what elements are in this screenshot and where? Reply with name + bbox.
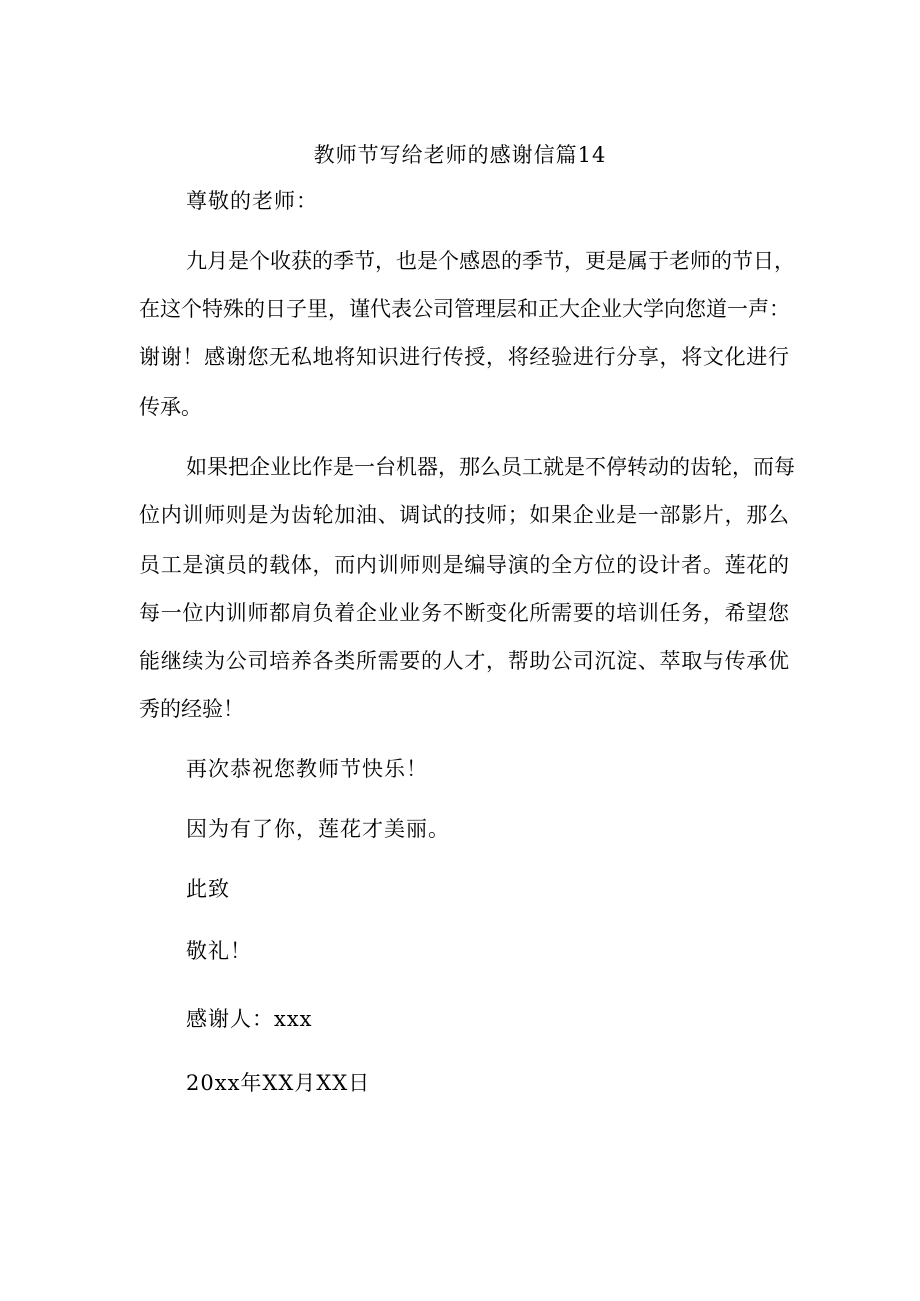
closing-line-2: 敬礼！	[186, 939, 252, 963]
letter-title: 教师节写给老师的感谢信篇14	[313, 143, 607, 167]
paragraph-2-line: 能继续为公司培养各类所需要的人才，帮助公司沉淀、萃取与传承优	[139, 649, 789, 673]
paragraph-1-line: 传承。	[139, 395, 202, 419]
paragraph-1-line: 九月是个收获的季节，也是个感恩的季节，更是属于老师的节日，	[186, 249, 795, 273]
wish-line: 再次恭祝您教师节快乐！	[186, 757, 428, 781]
paragraph-2-line: 如果把企业比作是一台机器，那么员工就是不停转动的齿轮，而每	[186, 455, 795, 479]
closing-line-1: 此致	[186, 877, 230, 901]
paragraph-2-line: 员工是演员的载体，而内训师则是编导演的全方位的设计者。莲花的	[139, 553, 789, 577]
signature-line: 感谢人：xxx	[186, 1007, 313, 1031]
slogan-line: 因为有了你，莲花才美丽。	[186, 817, 450, 841]
paragraph-2-line: 每一位内训师都肩负着企业业务不断变化所需要的培训任务，希望您	[139, 601, 789, 625]
paragraph-2-line: 秀的经验！	[139, 697, 244, 721]
date-line: 20xx年XX月XX日	[186, 1071, 371, 1095]
paragraph-2-line: 位内训师则是为齿轮加油、调试的技师；如果企业是一部影片，那么	[139, 503, 789, 527]
greeting: 尊敬的老师：	[186, 189, 318, 213]
paragraph-1-line: 在这个特殊的日子里，谨代表公司管理层和正大企业大学向您道一声：	[139, 297, 790, 321]
paragraph-1-line: 谢谢！感谢您无私地将知识进行传授，将经验进行分享，将文化进行	[139, 345, 789, 369]
